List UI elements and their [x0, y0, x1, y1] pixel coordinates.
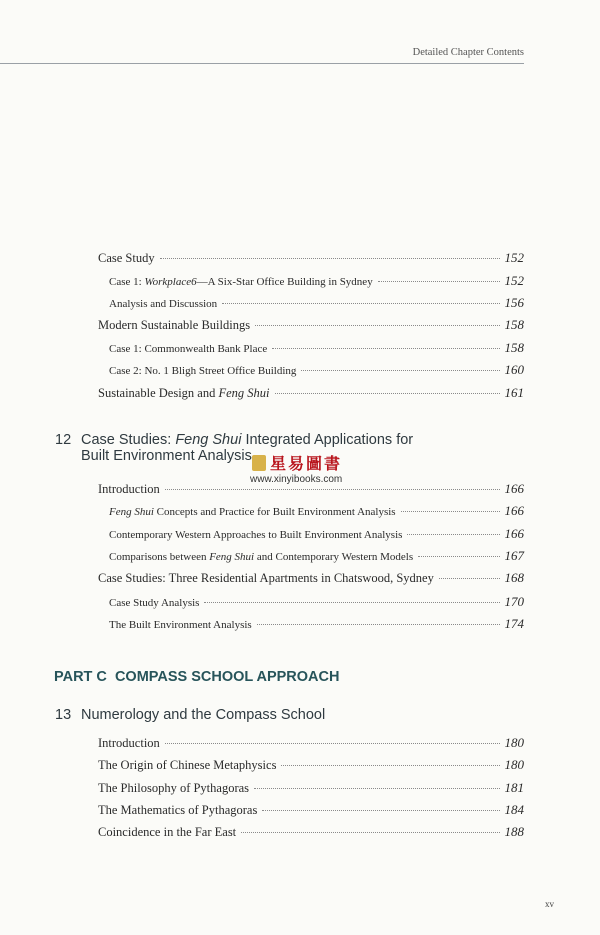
page-number: 180: [504, 735, 524, 750]
dot-leader: [418, 556, 499, 557]
toc-entry-title: Contemporary Western Approaches to Built Environment Analysis: [109, 529, 403, 541]
dot-leader: [407, 534, 499, 535]
toc-entry-title: Case 2: No. 1 Bligh Street Office Building: [109, 365, 297, 377]
header-rule: [0, 63, 524, 64]
page-number: 161: [504, 385, 524, 400]
toc-entry-title: Coincidence in the Far East: [98, 825, 237, 839]
dot-leader: [255, 325, 499, 326]
dot-leader: [281, 765, 499, 766]
toc-entry-title: Case 1: Commonwealth Bank Place: [109, 343, 268, 355]
toc-entry-title: Sustainable Design and Feng Shui: [98, 386, 270, 400]
dot-leader: [165, 743, 500, 744]
chapter-number: 13: [55, 707, 72, 723]
dot-leader: [275, 393, 500, 394]
page-folio: xv: [545, 899, 554, 909]
page-number: 167: [504, 548, 524, 563]
page-number: 160: [504, 362, 524, 377]
dot-leader: [301, 370, 499, 371]
dot-leader: [378, 281, 500, 282]
toc-entry[interactable]: [98, 757, 524, 773]
dot-leader: [262, 810, 499, 811]
dot-leader: [160, 258, 500, 259]
page-number: 168: [504, 570, 524, 585]
chapter-title: Numerology and the Compass School: [81, 707, 326, 723]
toc-entry[interactable]: [109, 362, 524, 378]
page-number: 156: [504, 295, 524, 310]
page-number: 174: [504, 616, 524, 631]
toc-entry[interactable]: [98, 802, 524, 818]
watermark-logo-icon: [252, 455, 266, 471]
toc-entry[interactable]: [109, 295, 524, 311]
toc-entry[interactable]: [98, 385, 524, 401]
dot-leader: [204, 602, 499, 603]
toc-entry[interactable]: [98, 735, 524, 751]
toc-entry-title: The Philosophy of Pythagoras: [98, 781, 250, 795]
toc-entry[interactable]: [98, 317, 524, 333]
toc-entry[interactable]: [98, 824, 524, 840]
running-head: Detailed Chapter Contents: [412, 47, 524, 58]
watermark-url: www.xinyibooks.com: [250, 474, 343, 485]
toc-entry-title: Introduction: [98, 482, 160, 496]
dot-leader: [401, 511, 500, 512]
chapter-heading[interactable]: [55, 707, 325, 723]
toc-entry-title: The Mathematics of Pythagoras: [98, 803, 258, 817]
chapter-number: 12: [55, 432, 72, 448]
dot-leader: [241, 832, 499, 833]
toc-entry-title: Introduction: [98, 736, 160, 750]
page-number: 188: [504, 824, 524, 839]
toc-entry[interactable]: [109, 526, 524, 542]
toc-entry-title: Case Study Analysis: [109, 597, 200, 609]
page-number: 158: [504, 340, 524, 355]
page-number: 152: [504, 273, 524, 288]
chapter-heading[interactable]: [55, 432, 413, 464]
toc-entry[interactable]: [109, 594, 524, 610]
page-number: 181: [504, 780, 524, 795]
toc-entry-title: Modern Sustainable Buildings: [98, 318, 251, 332]
toc-entry-title: Case Studies: Three Residential Apartments in Chatswood, Sydney: [98, 571, 434, 585]
page-number: 184: [504, 802, 524, 817]
toc-entry[interactable]: [109, 503, 524, 519]
chapter-title: Case Studies: Feng Shui Integrated Applications for: [81, 432, 414, 448]
dot-leader: [165, 489, 500, 490]
dot-leader: [222, 303, 499, 304]
dot-leader: [257, 624, 500, 625]
watermark-text: 星易圖書: [270, 454, 343, 473]
toc-entry[interactable]: [98, 250, 524, 266]
part-heading[interactable]: PART C COMPASS SCHOOL APPROACH: [54, 669, 340, 685]
page-number: 166: [504, 503, 524, 518]
page-number: 166: [504, 481, 524, 496]
toc-entry-title: Comparisons between Feng Shui and Contemporary Western Models: [109, 551, 414, 563]
toc-entry[interactable]: [109, 616, 524, 632]
dot-leader: [254, 788, 499, 789]
toc-entry[interactable]: [109, 273, 524, 289]
toc-entry-title: Case 1: Workplace6—A Six-Star Office Building in Sydney: [109, 276, 373, 288]
toc-entry[interactable]: [109, 340, 524, 356]
page-number: 180: [504, 757, 524, 772]
page-number: 152: [504, 250, 524, 265]
dot-leader: [439, 578, 500, 579]
toc-entry-title: Case Study: [98, 251, 155, 265]
page-number: 170: [504, 594, 524, 609]
toc-entry[interactable]: [98, 780, 524, 796]
dot-leader: [272, 348, 499, 349]
page-number: 166: [504, 526, 524, 541]
toc-entry[interactable]: [98, 570, 524, 586]
toc-entry-title: Analysis and Discussion: [109, 298, 218, 310]
page-number: 158: [504, 317, 524, 332]
chapter-title-line2: Built Environment Analysis: [81, 448, 252, 464]
toc-entry-title: The Origin of Chinese Metaphysics: [98, 758, 277, 772]
toc-entry-title: The Built Environment Analysis: [109, 619, 252, 631]
watermark-stamp: [252, 451, 342, 474]
toc-entry-title: Feng Shui Concepts and Practice for Built Environment Analysis: [109, 506, 396, 518]
toc-entry[interactable]: [109, 548, 524, 564]
toc-entry[interactable]: [98, 481, 524, 497]
